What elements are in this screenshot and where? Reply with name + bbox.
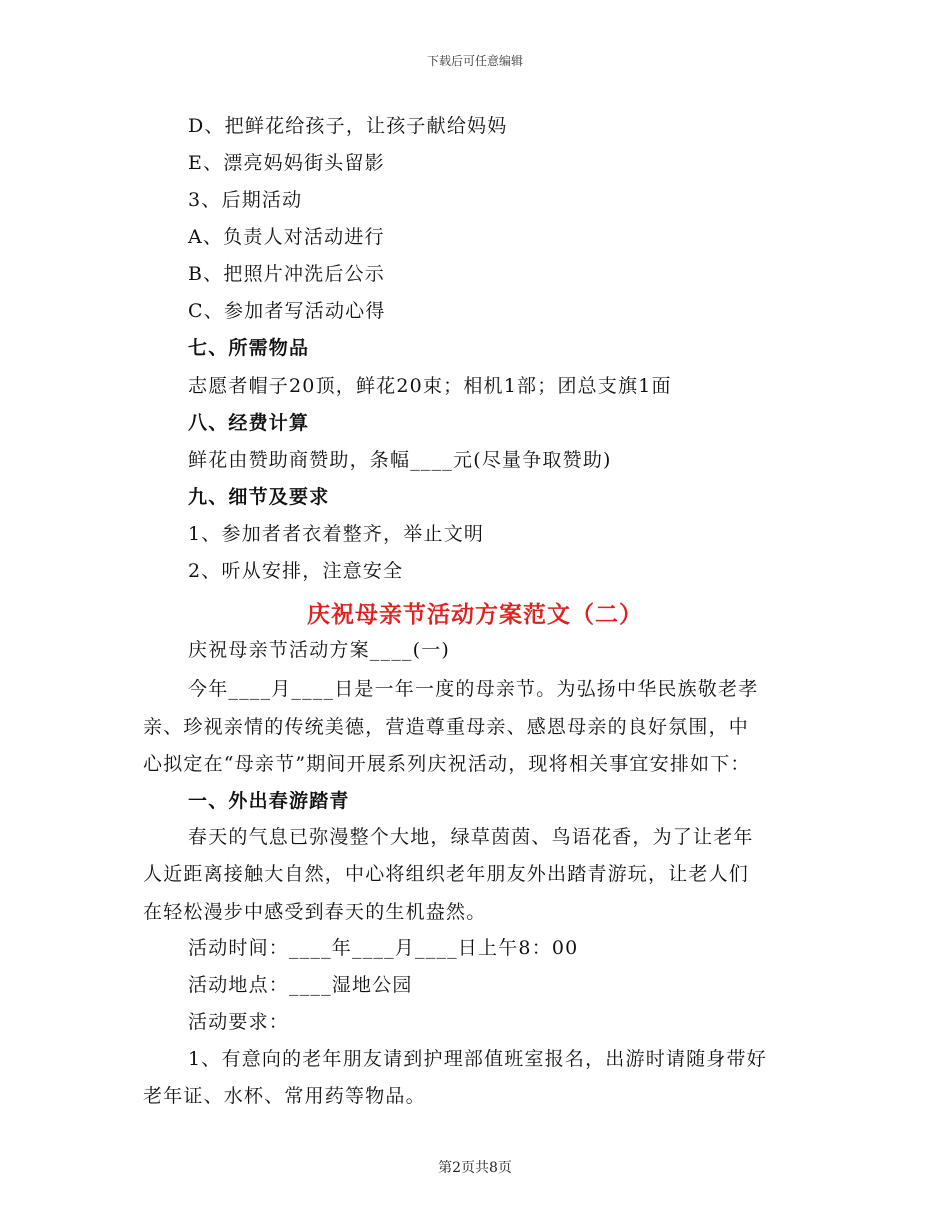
list-item-b: B、把照片冲洗后公示 (188, 263, 385, 285)
paragraph-materials: 志愿者帽子20顶，鲜花20束；相机1部；团总支旗1面 (188, 375, 672, 397)
section-heading-budget: 八、经费计算 (188, 412, 310, 434)
paragraph-outing-line-1: 春天的气息已弥漫整个大地，绿草茵茵、鸟语花香，为了让老年 (188, 826, 754, 848)
activity-time: 活动时间：____年____月____日上午8：00 (188, 937, 579, 959)
paragraph-outing-line-3: 在轻松漫步中感受到春天的生机盎然。 (143, 901, 487, 923)
list-item-requirement-2: 2、听从安排，注意安全 (188, 560, 404, 582)
paragraph-budget: 鲜花由赞助商赞助，条幅____元(尽量争取赞助) (188, 449, 612, 471)
list-item-a: A、负责人对活动进行 (188, 226, 385, 248)
list-item-d: D、把鲜花给孩子，让孩子献给妈妈 (188, 115, 508, 137)
paragraph-plan-subtitle: 庆祝母亲节活动方案____(一) (188, 639, 451, 661)
paragraph-outing-line-2: 人近距离接触大自然，中心将组织老年朋友外出踏青游玩，让老人们 (143, 863, 750, 885)
section-heading-requirements: 九、细节及要求 (188, 486, 330, 508)
list-heading-later-activities: 3、后期活动 (188, 189, 303, 211)
list-item-c: C、参加者写活动心得 (188, 300, 386, 322)
activity-requirement-1-line-1: 1、有意向的老年朋友请到护理部值班室报名，出游时请随身带好 (188, 1048, 767, 1070)
activity-location: 活动地点：____湿地公园 (188, 974, 413, 996)
page-number: 第2页共8页 (438, 1160, 512, 1176)
activity-requirement-1-line-2: 老年证、水杯、常用药等物品。 (143, 1085, 426, 1107)
list-item-e: E、漂亮妈妈街头留影 (188, 152, 385, 174)
section-heading-spring-outing: 一、外出春游踏青 (188, 790, 350, 812)
activity-requirements-label: 活动要求： (188, 1011, 290, 1033)
document-title: 庆祝母亲节活动方案范文（二） (307, 602, 643, 628)
paragraph-intro-line-1: 今年____月____日是一年一度的母亲节。为弘扬中华民族敬老孝 (188, 678, 759, 700)
page-header: 下载后可任意编辑 (426, 54, 523, 68)
paragraph-intro-line-3: 心拟定在“母亲节”期间开展系列庆祝活动，现将相关事宜安排如下： (143, 753, 751, 775)
list-item-requirement-1: 1、参加者者衣着整齐，举止文明 (188, 523, 485, 545)
paragraph-intro-line-2: 亲、珍视亲情的传统美德，营造尊重母亲、感恩母亲的良好氛围，中 (143, 716, 750, 738)
section-heading-materials: 七、所需物品 (188, 337, 310, 359)
